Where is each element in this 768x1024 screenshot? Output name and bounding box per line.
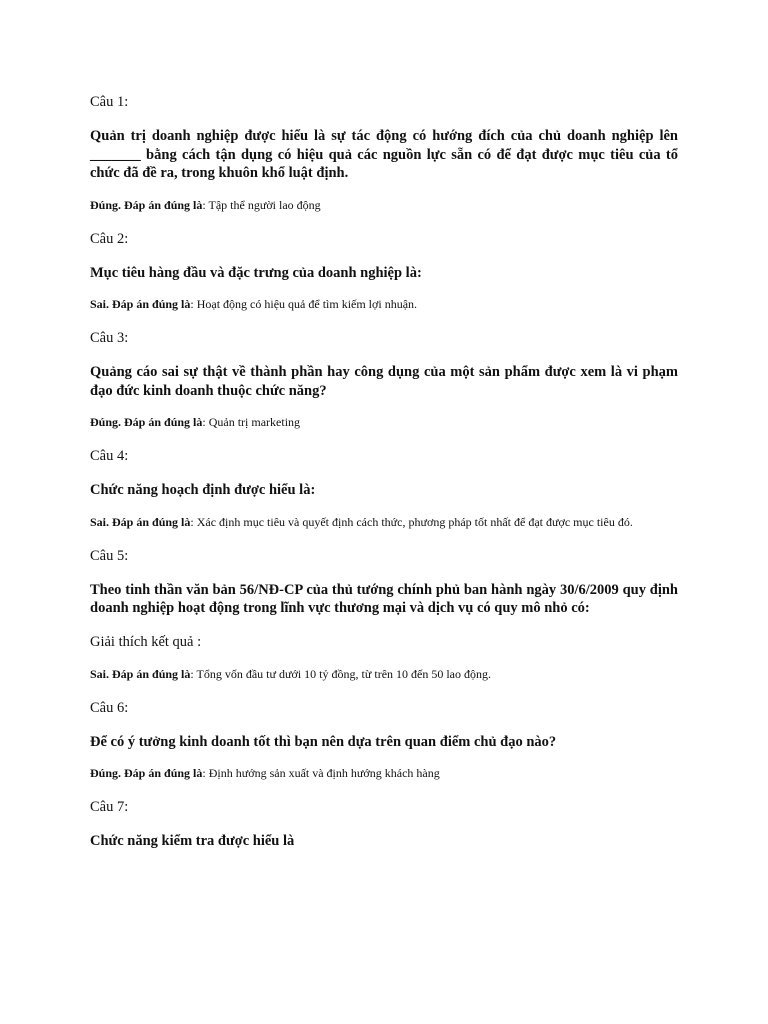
answer-value: : Tổng vốn đầu tư dưới 10 tỷ đồng, từ trên 10 đến 50 lao động. [190, 666, 491, 681]
answer-line [90, 666, 678, 682]
document-content [90, 92, 678, 851]
question-label: Câu 1: [90, 94, 129, 110]
question-label: Câu 5: [90, 547, 129, 564]
question-text: Quản trị doanh nghiệp được hiểu là sự tác động có hướng đích của chủ doanh nghiệp lên _______ bằng cách tận dụng có hiệu quả các nguồn lực sẵn có để đạt được mục tiêu của tổ chức đã đề ra, trong khuôn khổ luật định. [90, 128, 678, 181]
question-text: Quảng cáo sai sự thật về thành phần hay công dụng của một sản phẩm được xem là vi phạm đạo đức kinh doanh thuộc chức năng? [90, 364, 678, 399]
question-text: Mục tiêu hàng đầu và đặc trưng của doanh nghiệp là: [90, 264, 422, 281]
question-text: Chức năng hoạch định được hiểu là: [90, 482, 316, 498]
question-label: Câu 7: [90, 799, 129, 815]
answer-value: : Hoạt động có hiệu quả để tìm kiếm lợi nhuận. [190, 297, 418, 311]
answer-result: Sai. Đáp án đúng là [90, 514, 191, 529]
question-block-1 [90, 92, 678, 229]
answer-line [90, 414, 678, 430]
answer-result: Đúng. Đáp án đúng là [90, 766, 203, 780]
question-label: Câu 6: [90, 699, 129, 716]
question-block-5 [90, 546, 678, 698]
question-block-6 [90, 698, 678, 798]
question-label: Câu 3: [90, 330, 129, 346]
answer-result: Đúng. Đáp án đúng là [90, 197, 203, 212]
question-block-3 [90, 328, 678, 446]
question-text: Theo tinh thần văn bản 56/NĐ-CP của thủ tướng chính phủ ban hành ngày 30/6/2009 quy định doanh nghiệp hoạt động trong lĩnh vực thương mại và dịch vụ có quy mô nhỏ có: [90, 581, 678, 616]
answer-value: : Quản trị marketing [202, 415, 301, 429]
question-label: Câu 4: [90, 448, 129, 464]
answer-line [90, 197, 678, 213]
answer-line [90, 765, 678, 781]
answer-value: : Xác định mục tiêu và quyết định cách thức, phương pháp tốt nhất để đạt được mục tiêu đó. [190, 514, 633, 529]
answer-line [90, 514, 678, 530]
question-block-4 [90, 446, 678, 546]
question-text: Để có ý tưởng kinh doanh tốt thì bạn nên dựa trên quan điểm chủ đạo nào? [90, 733, 557, 750]
answer-line [90, 296, 678, 312]
answer-value: : Tập thể người lao động [202, 197, 321, 212]
answer-result: Sai. Đáp án đúng là [90, 297, 191, 311]
explanation-label: Giải thích kết quả : [90, 633, 202, 650]
answer-result: Đúng. Đáp án đúng là [90, 415, 203, 429]
question-label: Câu 2: [90, 230, 129, 247]
question-text: Chức năng kiểm tra được hiểu là [90, 833, 295, 849]
question-block-7 [90, 797, 678, 851]
answer-value: : Định hướng sản xuất và định hướng khách hàng [202, 766, 440, 780]
answer-result: Sai. Đáp án đúng là [90, 666, 191, 681]
question-block-2 [90, 229, 678, 329]
